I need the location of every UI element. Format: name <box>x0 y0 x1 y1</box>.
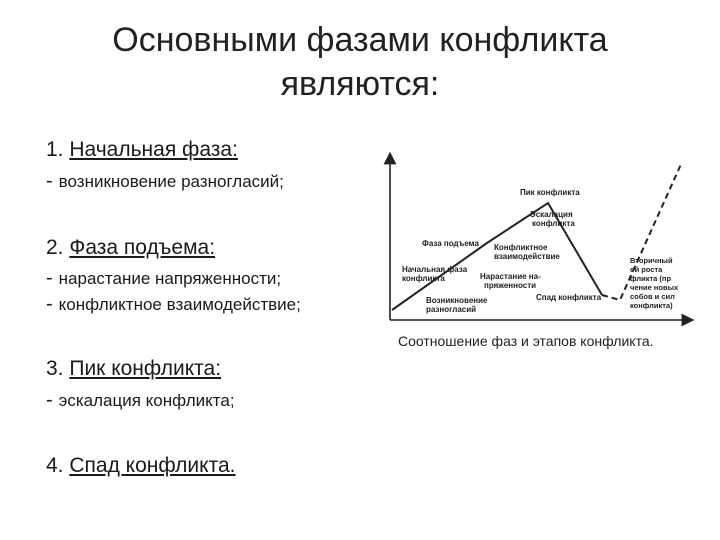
label-rise-phase: Фаза подъема <box>422 239 479 248</box>
label-origin-1: Возникновение <box>426 296 488 305</box>
phase-2-detail-2: - конфликтное взаимодействие; <box>46 293 301 315</box>
label-peak: Пик конфликта <box>520 188 580 197</box>
conflict-phases-diagram <box>380 150 700 330</box>
label-secondary-1: Вторичный <box>630 256 673 265</box>
label-interaction-1: Конфликтное <box>494 243 548 252</box>
phase-2-detail-1: - нарастание напряженности; <box>46 267 282 289</box>
label-secondary-4: чение новых <box>630 283 679 292</box>
phase-4-number: 4. <box>46 454 64 477</box>
label-interaction-2: взаимодействие <box>494 252 560 261</box>
label-escalation-2: конфликта <box>532 219 575 228</box>
phase-3-detail-1: - эскалация конфликта; <box>46 389 235 411</box>
label-origin-2: разногласий <box>426 305 477 314</box>
diagram-caption: Соотношение фаз и этапов конфликта. <box>398 333 654 349</box>
label-secondary-6: конфликта) <box>630 301 673 310</box>
slide-title-line1: Основными фазами конфликта <box>112 21 608 59</box>
phase-1-detail-1: - возникновение разногласий; <box>46 170 284 192</box>
phase-2-heading <box>46 236 215 260</box>
phase-1-number: 1. <box>46 138 64 161</box>
phase-3-heading <box>46 357 221 381</box>
phase-3-number: 3. <box>46 357 64 380</box>
slide-title <box>60 18 660 106</box>
slide-title-line2: являются: <box>280 65 440 103</box>
label-decline: Спад конфликта <box>536 293 602 302</box>
phase-1-heading <box>46 138 238 162</box>
label-secondary-5: собов и сил <box>630 292 675 301</box>
phase-4-heading <box>46 454 235 478</box>
label-initial-2: конфликта <box>402 274 445 283</box>
label-secondary-3: фликта (пр <box>630 274 672 283</box>
label-tension-1: Нарастание на- <box>480 272 541 281</box>
phase-2-number: 2. <box>46 236 64 259</box>
label-initial-1: Начальная фаза <box>402 265 468 274</box>
label-tension-2: пряженности <box>484 281 537 290</box>
label-escalation-1: Эскалация <box>530 210 573 219</box>
phase-1-name: Начальная фаза: <box>69 138 238 161</box>
label-secondary-2: ой роста <box>630 265 663 274</box>
phase-4-name: Спад конфликта. <box>69 454 236 477</box>
phase-2-name: Фаза подъема: <box>69 236 216 259</box>
phase-3-name: Пик конфликта: <box>69 357 222 380</box>
